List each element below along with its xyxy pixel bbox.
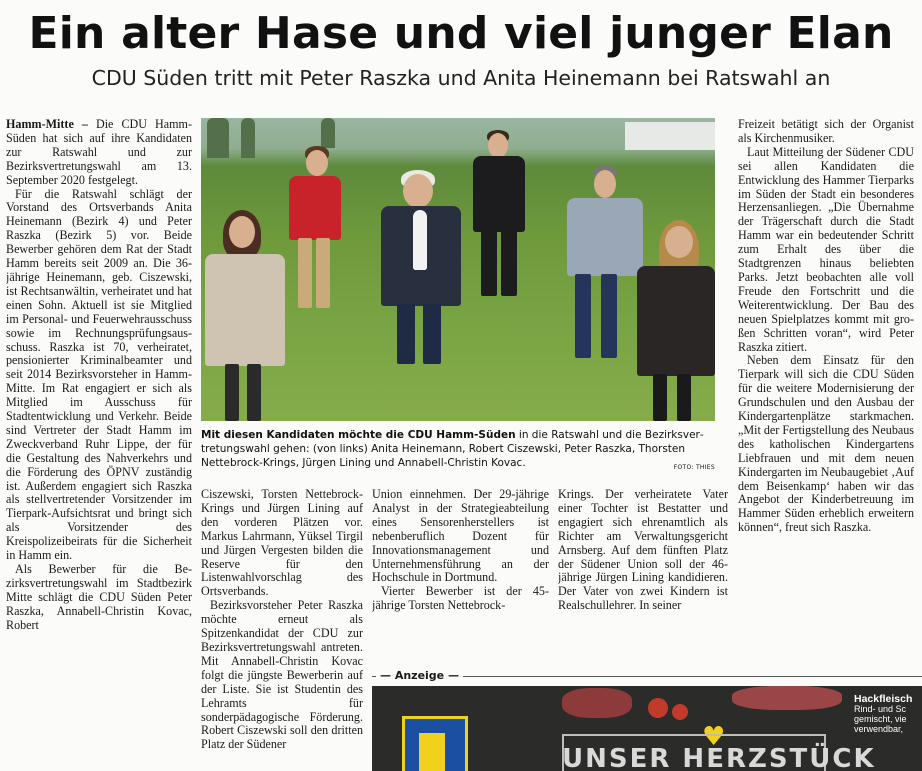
- headline: Ein alter Hase und viel junger Elan: [28, 8, 894, 59]
- article-paragraph: Neben dem Einsatz für den Tierpark will sich die CDU Süden für die weitere Modernisierung der Grundschulen und den Ausbau der Kindergartenplätze starkmachen. „Mit der Fertigstellung des Neubaus des katholischen Kindergartens Liebfrauen und mit dem neuen Kindergarten im Neubaugebiet ‚Auf dem Beisenkamp‘ haben wir das Angebot der Kinderbetreuung im Hammer Süden erheblich erweitern können“, freut sich Raszka.: [738, 353, 914, 535]
- article-paragraph: Für die Ratswahl schlägt der Vorstand des Ortsverbands Anita Heinemann (Bezirk 4) und Peter Raszka (Bezirk 5) vor. Beide Bewerber gehören dem Rat der Stadt Hamm bereits seit 2009 an. Die 36-jährige Heinemann, geb. Ciszewski, ist Rechtsanwältin, verheiratet und hat einen Sohn. Aktuell ist sie Mitglied im Personal- und Feuerwehrausschuss sowie im Rechnungsprüfungsausschuss. Raszka ist 70, verheiratet, pensionierter Kriminalbeamter und seit 2014 Bezirksvorsteher in Hamm-Mitte. Im Rat engagiert er sich als Mitglied im Ausschuss für Stadtentwicklung und Verkehr. Beide sind Vertreter der Stadt Hamm im Zweckverband Ruhr Lippe, der für die Gestaltung des Nahverkehrs und die Förderung des ÖPNV zuständig ist. Außerdem engagiert sich Raszka als stellvertretender Vorsitzender im Tierpark-Aufsichtsrat und bringt sich als Vorsitzender des Kreispolizeibeirats für die Sicherheit in Hamm ein.: [6, 186, 192, 563]
- article-column-5: [738, 118, 914, 638]
- subheadline: CDU Süden tritt mit Peter Raszka und Anita Heinemann bei Ratswahl an: [91, 66, 831, 90]
- ad-slogan: UNSER HERZSTÜCK: [562, 744, 876, 771]
- ad-label: — Anzeige —: [376, 669, 463, 682]
- ad-meat-image: [732, 686, 842, 710]
- photo-tree: [321, 118, 335, 148]
- article-column-2: [201, 488, 363, 771]
- advertisement[interactable]: [372, 686, 922, 771]
- article-paragraph: Vierter Bewerber ist der 45-jährige Torsten Nettebrock-: [372, 584, 549, 613]
- article-paragraph: Union einnehmen. Der 29-jährige Analyst in der Strategieabteilung eines Sensorenherstellers ist nebenberuflich Dozent für Innovationsmanagement und Unternehmensführung an der Hochschule in Dortmund.: [372, 488, 549, 585]
- photo-tree: [241, 118, 255, 158]
- candidates-photo: [201, 118, 715, 421]
- caption-text: in die Ratswahl und die Bezirksvertretungswahl gehen: (von links) Anita Heinemann, Robert Ciszewski, Peter Raszka, Thorsten Nettebrock-Krings, Jürgen Lining und Annabell-Christin Kovac.: [201, 429, 704, 469]
- article-paragraph: Als Bewerber für die Bezirksvertretungswahl im Stadtbezirk Mitte schlägt die CDU Süden Peter Raszka, Annabell-Christin Kovac, Robert: [6, 562, 192, 632]
- article-paragraph: Freizeit betätigt sich der Organist als Kirchenmusiker.: [738, 118, 914, 145]
- ad-tomato-image: [648, 698, 668, 718]
- article-column-3: [372, 488, 549, 638]
- ad-product-info: [854, 694, 922, 734]
- article-paragraph: [6, 118, 192, 188]
- photo-tree: [207, 118, 229, 158]
- article-paragraph: Ciszewski, Torsten Nettebrock-Krings und Jürgen Lining auf den vorderen Plätzen vor. Markus Lahrmann, Yüksel Tirgil und Jürgen Vergesten bilden die Reserve für den Listenwahlvorschlag des Ortsverbands.: [201, 488, 363, 599]
- article-column-4: [558, 488, 728, 638]
- dateline: Hamm-Mitte –: [6, 118, 88, 131]
- edeka-logo-icon: [402, 716, 468, 771]
- article-paragraph: Bezirksvorsteher Peter Raszka möchte erneut als Spitzenkandidat der CDU zur Bezirksvertretungswahl antreten. Mit Annabell-Christin Kovac folgt die jüngste Bewerberin auf der Liste. Sie ist Studentin des Lehramts für sonderpädagogische Förderung. Robert Ciszewski soll den dritten Platz der Südener: [201, 598, 363, 752]
- photo-building: [625, 122, 715, 150]
- article-paragraph: Laut Mitteilung der Südener CDU sei allen Kandidaten die Entwicklung des Hammer Tierparks im Süden der Stadt ein besonderes Herzensanliegen. „Die Übernahme der Trägerschaft durch die Stadt Hamm war ein bedeutender Schritt zum Erhalt des über die Stadtgrenzen hinaus beliebten Parks. Jetzt beobachten alle voll Freude den Fortschritt und die Weiterentwicklung. Der Bau des neuen Spielplatzes kommt mit großen Schritten voran“, wird Peter Raszka zitiert.: [738, 144, 914, 354]
- ad-product-text: Rind- und Sc gemischt, vie verwendbar,: [854, 704, 907, 734]
- article-column-1: [6, 118, 192, 771]
- photo-caption: [201, 428, 715, 475]
- caption-lead: Mit diesen Kandidaten möchte die CDU Hamm-Süden: [201, 429, 516, 441]
- paragraph-text: Die CDU Hamm-Süden hat sich auf ihre Kandidaten zur Ratswahl und zur Bezirksvertretungswahl am 13. September 2020 festgelegt.: [6, 118, 192, 187]
- ad-product-title: Hackfleisch: [854, 693, 913, 705]
- photo-credit: FOTO: THIES: [673, 464, 715, 471]
- heart-icon: ♥: [702, 722, 726, 752]
- ad-tomato-image: [672, 704, 688, 720]
- article-paragraph: Krings. Der verheiratete Vater einer Tochter ist Bestatter und engagiert sich ehrenamtlich als Richter am Verwaltungsgericht Arnsberg. Auf dem fünften Platz der Südener Union soll der 46-jährige Jürgen Lining kandidieren. Der Vater von zwei Kindern ist Realschullehrer. In seiner: [558, 488, 728, 613]
- ad-meat-image: [562, 688, 632, 718]
